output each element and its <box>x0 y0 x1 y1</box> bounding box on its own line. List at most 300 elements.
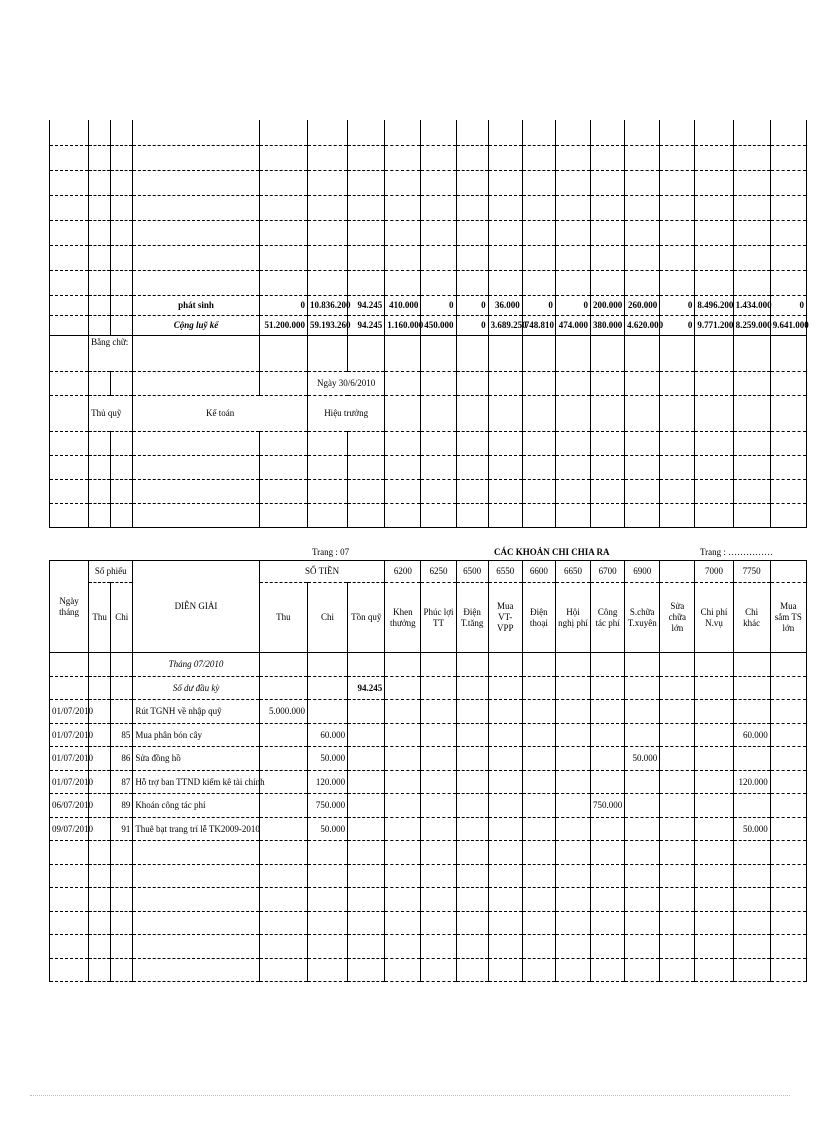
empty-cell <box>555 145 590 170</box>
empty-cell <box>733 455 770 479</box>
empty-cell <box>348 911 385 935</box>
header-code: 6600 <box>522 561 555 583</box>
row-date: 01/07/2010 <box>50 700 89 724</box>
row-balance <box>348 817 385 841</box>
empty-cell <box>695 888 733 912</box>
amount-cell: 410.000 <box>385 295 421 315</box>
empty-cell <box>133 120 260 145</box>
empty-cell <box>660 503 695 527</box>
empty-cell <box>695 170 733 195</box>
empty-cell <box>625 395 660 431</box>
empty-cell <box>733 935 770 959</box>
amount-cell: 748.810 <box>522 315 555 335</box>
empty-cell <box>555 170 590 195</box>
row-voucher-chi: 86 <box>111 747 133 771</box>
empty-cell <box>307 935 347 959</box>
empty-cell <box>733 958 770 982</box>
empty-cell <box>456 935 488 959</box>
empty-cell <box>555 935 590 959</box>
empty-cell <box>733 864 770 888</box>
blank-row <box>50 958 807 982</box>
empty-cell <box>695 145 733 170</box>
empty-cell <box>111 195 133 220</box>
row-category-amount <box>660 794 695 818</box>
empty-cell <box>555 270 590 295</box>
empty-cell <box>307 245 347 270</box>
empty-cell <box>307 145 347 170</box>
empty-cell <box>591 864 625 888</box>
row-category-amount <box>385 676 421 700</box>
row-category-amount <box>385 817 421 841</box>
blank-row <box>50 170 807 195</box>
empty-cell <box>591 170 625 195</box>
empty-cell <box>733 195 770 220</box>
blank-row <box>50 431 807 455</box>
amount-cell: 380.000 <box>591 315 625 335</box>
empty-cell <box>625 911 660 935</box>
empty-cell <box>385 841 421 865</box>
header-voucher-chi: Chi <box>111 583 133 653</box>
row-category-amount <box>522 817 555 841</box>
empty-cell <box>770 145 806 170</box>
row-amount-thu <box>259 653 307 677</box>
empty-cell <box>591 195 625 220</box>
amount-cell: 0 <box>522 295 555 315</box>
empty-cell <box>660 455 695 479</box>
empty-cell <box>307 170 347 195</box>
row-category-amount: 50.000 <box>625 747 660 771</box>
empty-cell <box>695 503 733 527</box>
empty-cell <box>50 170 89 195</box>
phat-sinh-row <box>50 295 807 315</box>
empty-cell <box>733 145 770 170</box>
row-category-amount <box>733 676 770 700</box>
empty-cell <box>770 270 806 295</box>
row-amount-chi <box>307 700 347 724</box>
blank-row <box>50 245 807 270</box>
amount-cell: 36.000 <box>488 295 522 315</box>
empty-cell <box>770 864 806 888</box>
empty-cell <box>133 888 259 912</box>
empty-cell <box>50 958 89 982</box>
signature-row <box>50 395 807 431</box>
empty-cell <box>259 195 307 220</box>
empty-cell <box>770 395 806 431</box>
empty-cell <box>259 145 307 170</box>
empty-cell <box>660 841 695 865</box>
empty-cell <box>385 220 421 245</box>
empty-cell <box>488 170 522 195</box>
empty-cell <box>522 145 555 170</box>
empty-cell <box>555 220 590 245</box>
row-category-amount <box>625 723 660 747</box>
empty-cell <box>591 935 625 959</box>
empty-cell <box>522 270 555 295</box>
empty-cell <box>591 220 625 245</box>
empty-cell <box>591 270 625 295</box>
empty-cell <box>111 270 133 295</box>
header-code: 6550 <box>488 561 522 583</box>
empty-cell <box>770 455 806 479</box>
empty-cell <box>50 455 89 479</box>
empty-cell <box>421 245 456 270</box>
empty-cell <box>625 145 660 170</box>
row-description: Số dư đầu kỳ <box>133 676 259 700</box>
row-amount-thu <box>259 794 307 818</box>
blank-row <box>50 195 807 220</box>
row-date: 06/07/2010 <box>50 794 89 818</box>
row-category-amount <box>488 747 522 771</box>
row-description: Hỗ trợ ban TTND kiểm kê tài chính <box>133 770 259 794</box>
empty-cell <box>421 120 456 145</box>
row-category-amount <box>660 676 695 700</box>
row-category-amount <box>770 676 806 700</box>
ledger-row <box>50 700 807 724</box>
empty-cell <box>89 479 111 503</box>
row-category-amount <box>385 747 421 771</box>
row-category-amount <box>456 676 488 700</box>
empty-cell <box>488 195 522 220</box>
empty-cell <box>695 120 733 145</box>
blank-row <box>50 479 807 503</box>
row-category-amount <box>770 723 806 747</box>
row-amount-chi <box>307 653 347 677</box>
empty-cell <box>522 170 555 195</box>
blank-row <box>50 220 807 245</box>
empty-cell <box>385 935 421 959</box>
empty-cell <box>591 371 625 395</box>
amount-cell: 8.496.200 <box>695 295 733 315</box>
empty-cell <box>660 479 695 503</box>
empty-cell <box>456 120 488 145</box>
empty-cell <box>456 431 488 455</box>
empty-cell <box>770 170 806 195</box>
row-label: phát sinh <box>133 295 260 315</box>
row-category-amount <box>456 700 488 724</box>
empty-cell <box>488 145 522 170</box>
empty-cell <box>591 841 625 865</box>
row-category-amount <box>421 747 456 771</box>
empty-cell <box>111 864 133 888</box>
empty-cell <box>456 195 488 220</box>
empty-cell <box>259 911 307 935</box>
row-category-amount <box>660 723 695 747</box>
empty-cell <box>625 371 660 395</box>
row-category-amount <box>591 770 625 794</box>
empty-cell <box>348 145 385 170</box>
empty-cell <box>456 841 488 865</box>
empty-cell <box>770 431 806 455</box>
empty-cell <box>348 270 385 295</box>
empty-cell <box>695 841 733 865</box>
empty-cell <box>111 170 133 195</box>
empty-cell <box>660 220 695 245</box>
empty-cell <box>89 220 111 245</box>
empty-cell <box>695 395 733 431</box>
row-category-amount <box>522 794 555 818</box>
row-voucher-thu <box>89 676 111 700</box>
row-date: 01/07/2010 <box>50 747 89 771</box>
row-category-amount <box>555 770 590 794</box>
row-category-amount <box>625 676 660 700</box>
row-voucher-thu <box>89 653 111 677</box>
empty-cell <box>348 503 385 527</box>
empty-cell <box>133 195 260 220</box>
empty-cell <box>456 170 488 195</box>
row-voucher-chi <box>111 653 133 677</box>
empty-cell <box>421 395 456 431</box>
empty-cell <box>421 431 456 455</box>
row-category-amount <box>591 747 625 771</box>
empty-cell <box>111 431 133 455</box>
page-footer-rule <box>30 1095 790 1096</box>
row-balance <box>348 653 385 677</box>
row-category-amount <box>488 794 522 818</box>
empty-cell <box>111 245 133 270</box>
header-row-codes <box>50 561 807 583</box>
amount-cell: 1.160.000 <box>385 315 421 335</box>
empty-cell <box>421 888 456 912</box>
empty-cell <box>421 220 456 245</box>
empty-cell <box>522 864 555 888</box>
empty-cell <box>555 120 590 145</box>
row-category-amount <box>385 794 421 818</box>
row-category-amount <box>385 723 421 747</box>
empty-cell <box>348 431 385 455</box>
empty-cell <box>50 120 89 145</box>
row-balance <box>348 747 385 771</box>
empty-cell <box>89 455 111 479</box>
row-amount-chi: 50.000 <box>307 747 347 771</box>
empty-cell <box>111 841 133 865</box>
row-category-amount <box>695 653 733 677</box>
empty-cell <box>660 911 695 935</box>
empty-cell <box>488 911 522 935</box>
row-amount-chi: 60.000 <box>307 723 347 747</box>
row-balance <box>348 770 385 794</box>
amount-cell: 0 <box>259 295 307 315</box>
row-category-amount <box>421 817 456 841</box>
ledger-row <box>50 723 807 747</box>
row-amount-chi: 50.000 <box>307 817 347 841</box>
row-category-amount <box>522 676 555 700</box>
empty-cell <box>695 270 733 295</box>
empty-cell <box>385 371 421 395</box>
header-amount-thu: Thu <box>259 583 307 653</box>
row-category-amount <box>522 700 555 724</box>
empty-cell <box>522 958 555 982</box>
empty-cell <box>50 195 89 220</box>
empty-cell <box>591 145 625 170</box>
empty-cell <box>307 270 347 295</box>
empty-cell <box>625 431 660 455</box>
row-date: 01/07/2010 <box>50 770 89 794</box>
row-category-amount <box>456 723 488 747</box>
header-code <box>770 561 806 583</box>
empty-cell <box>456 335 488 371</box>
empty-cell <box>259 935 307 959</box>
row-category-amount <box>770 794 806 818</box>
amount-cell: 3.689.250 <box>488 315 522 335</box>
row-category-amount <box>522 770 555 794</box>
amount-cell: 1.434.000 <box>733 295 770 315</box>
empty-cell <box>625 455 660 479</box>
empty-cell <box>522 335 555 371</box>
empty-cell <box>50 503 89 527</box>
header-date: Ngày tháng <box>50 561 89 653</box>
row-category-amount <box>733 653 770 677</box>
empty-cell <box>522 395 555 431</box>
blank-row <box>50 455 807 479</box>
empty-cell <box>421 911 456 935</box>
row-category-amount <box>695 770 733 794</box>
amount-in-words-label: Bằng chữ: <box>89 335 133 371</box>
empty-cell <box>111 958 133 982</box>
empty-cell <box>89 841 111 865</box>
empty-cell <box>733 220 770 245</box>
empty-cell <box>733 335 770 371</box>
empty-cell <box>695 431 733 455</box>
header-category: Khen thưởng <box>385 583 421 653</box>
row-category-amount: 750.000 <box>591 794 625 818</box>
ledger-row <box>50 770 807 794</box>
row-category-amount <box>421 653 456 677</box>
row-category-amount <box>522 653 555 677</box>
empty-cell <box>591 911 625 935</box>
row-category-amount <box>456 770 488 794</box>
empty-cell <box>348 841 385 865</box>
row-category-amount <box>488 653 522 677</box>
header-category: S.chữa T.xuyên <box>625 583 660 653</box>
blank-row <box>50 864 807 888</box>
empty-cell <box>591 888 625 912</box>
row-category-amount <box>625 770 660 794</box>
row-amount-chi <box>307 676 347 700</box>
empty-cell <box>733 503 770 527</box>
blank-row <box>50 270 807 295</box>
empty-cell <box>625 120 660 145</box>
empty-cell <box>660 245 695 270</box>
empty-cell <box>133 455 260 479</box>
row-category-amount <box>695 723 733 747</box>
empty-cell <box>488 888 522 912</box>
empty-cell <box>385 245 421 270</box>
empty-cell <box>89 911 111 935</box>
empty-cell <box>555 888 590 912</box>
empty-cell <box>89 315 111 335</box>
empty-cell <box>307 335 347 371</box>
empty-cell <box>522 431 555 455</box>
bang-chu-row <box>50 335 807 371</box>
empty-cell <box>421 479 456 503</box>
empty-cell <box>259 864 307 888</box>
row-category-amount <box>456 817 488 841</box>
empty-cell <box>307 479 347 503</box>
empty-cell <box>522 888 555 912</box>
empty-cell <box>259 841 307 865</box>
empty-cell <box>695 864 733 888</box>
header-voucher: Số phiếu <box>89 561 133 583</box>
header-category: Mua VT-VPP <box>488 583 522 653</box>
empty-cell <box>733 371 770 395</box>
empty-cell <box>259 170 307 195</box>
empty-cell <box>385 479 421 503</box>
empty-cell <box>348 935 385 959</box>
empty-cell <box>421 371 456 395</box>
empty-cell <box>50 371 89 395</box>
row-category-amount <box>695 794 733 818</box>
empty-cell <box>456 911 488 935</box>
ledger-row <box>50 747 807 771</box>
empty-cell <box>522 479 555 503</box>
empty-cell <box>555 395 590 431</box>
empty-cell <box>89 195 111 220</box>
empty-cell <box>89 431 111 455</box>
empty-cell <box>456 455 488 479</box>
header-code: 6700 <box>591 561 625 583</box>
accountant-signature-label: Kế toán <box>133 395 308 431</box>
empty-cell <box>259 245 307 270</box>
row-category-amount <box>733 747 770 771</box>
row-category-amount <box>421 723 456 747</box>
row-amount-thu <box>259 747 307 771</box>
empty-cell <box>555 431 590 455</box>
empty-cell <box>625 170 660 195</box>
amount-cell: 4.620.000 <box>625 315 660 335</box>
empty-cell <box>770 195 806 220</box>
header-voucher-thu: Thu <box>89 583 111 653</box>
empty-cell <box>259 120 307 145</box>
row-voucher-chi: 87 <box>111 770 133 794</box>
top-ledger-table <box>49 120 807 528</box>
empty-cell <box>133 335 260 371</box>
empty-cell <box>555 841 590 865</box>
empty-cell <box>259 270 307 295</box>
amount-cell: 450.000 <box>421 315 456 335</box>
empty-cell <box>770 935 806 959</box>
empty-cell <box>348 958 385 982</box>
row-category-amount <box>770 770 806 794</box>
header-category: Chi khác <box>733 583 770 653</box>
row-category-amount <box>591 700 625 724</box>
row-category-amount <box>555 700 590 724</box>
row-category-amount <box>421 700 456 724</box>
header-code: 6900 <box>625 561 660 583</box>
empty-cell <box>133 245 260 270</box>
row-category-amount <box>385 700 421 724</box>
empty-cell <box>133 911 259 935</box>
row-category-amount <box>770 653 806 677</box>
row-category-amount <box>456 747 488 771</box>
empty-cell <box>591 958 625 982</box>
empty-cell <box>591 479 625 503</box>
blank-row <box>50 145 807 170</box>
empty-cell <box>89 245 111 270</box>
amount-cell: 0 <box>770 295 806 315</box>
empty-cell <box>770 245 806 270</box>
empty-cell <box>591 245 625 270</box>
empty-cell <box>385 864 421 888</box>
empty-cell <box>625 958 660 982</box>
ledger-row <box>50 676 807 700</box>
empty-cell <box>555 335 590 371</box>
empty-cell <box>733 888 770 912</box>
row-description: Mua phân bón cây <box>133 723 259 747</box>
header-category: Chi phí N.vụ <box>695 583 733 653</box>
row-category-amount <box>733 700 770 724</box>
row-label: Cộng luỹ kế <box>133 315 260 335</box>
row-date: 09/07/2010 <box>50 817 89 841</box>
